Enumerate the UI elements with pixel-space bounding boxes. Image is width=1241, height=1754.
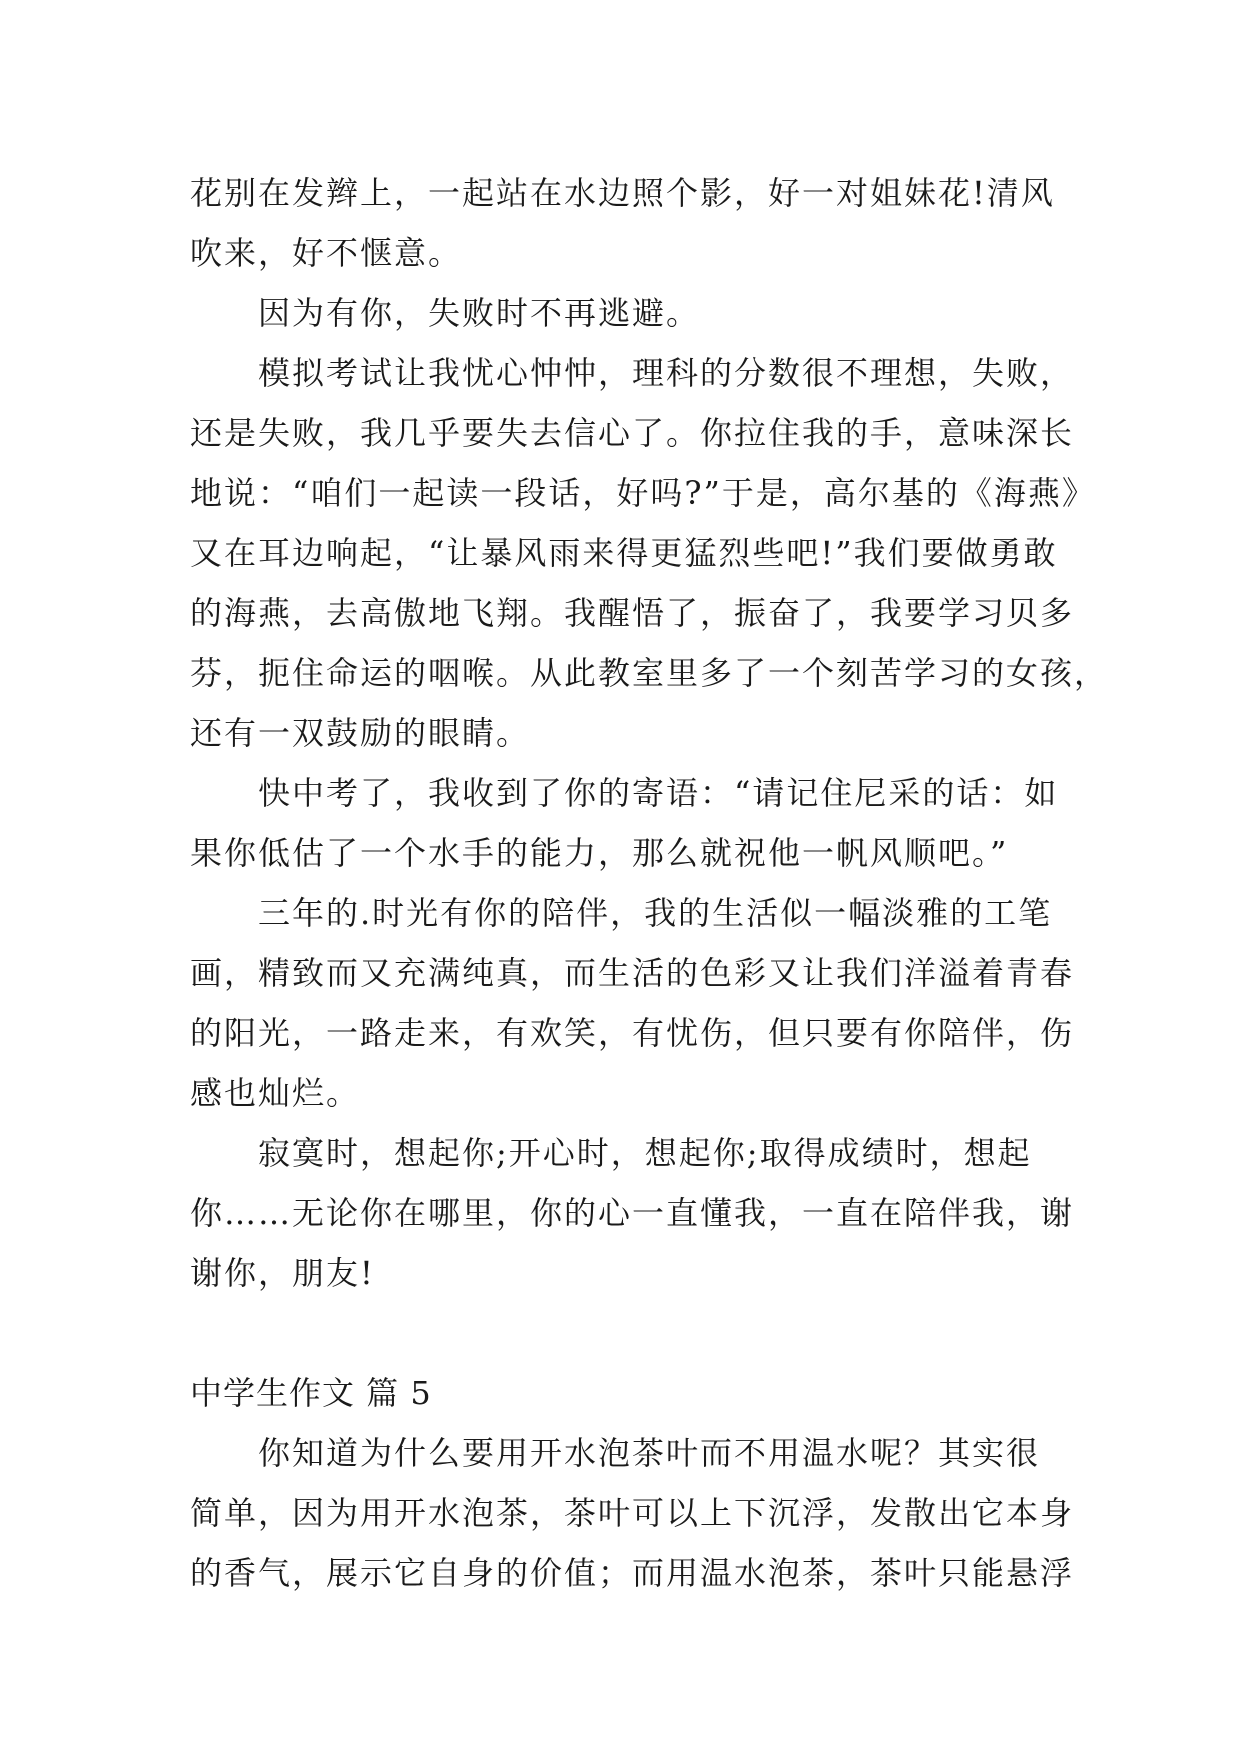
text-line: 还有一双鼓励的眼睛。 [190,714,531,752]
paragraph [190,163,1060,283]
text-line: 的海燕，去高傲地飞翔。我醒悟了，振奋了，我要学习贝多 [190,594,1075,632]
paragraph [190,343,1109,763]
text-line: 花别在发辫上，一起站在水边照个影，好一对姐妹花!清风 [190,174,1055,212]
text-line: 画，精致而又充满纯真，而生活的色彩又让我们洋溢着青春 [190,954,1075,992]
text-line: 快中考了，我收到了你的寄语：“请记住尼采的话：如 [258,774,1059,812]
paragraph [190,883,1075,1123]
paragraph [190,763,1060,883]
text-line: 吹来，好不惬意。 [190,234,463,272]
paragraph [190,1123,1075,1303]
text-line: 芬，扼住命运的咽喉。从此教室里多了一个刻苦学习的女孩， [190,654,1109,692]
text-line: 的阳光，一路走来，有欢笑，有忧伤，但只要有你陪伴，伤 [190,1014,1075,1052]
text-line: 因为有你，失败时不再逃避。 [258,294,701,332]
text-line: 果你低估了一个水手的能力，那么就祝他一帆风顺吧。” [190,834,1009,872]
text-line: 模拟考试让我忧心忡忡，理科的分数很不理想，失败， [258,354,1075,392]
text-line: 简单，因为用开水泡茶，茶叶可以上下沉浮，发散出它本身 [190,1494,1075,1532]
text-line: 地说：“咱们一起读一段话，好吗?”于是，高尔基的《海燕》 [190,474,1096,512]
text-line: 三年的.时光有你的陪伴，我的生活似一幅淡雅的工笔 [258,894,1053,932]
text-line: 谢你，朋友! [190,1254,375,1292]
section-heading: 中学生作文 篇 5 [190,1374,432,1412]
text-line: 寂寞时，想起你;开心时，想起你;取得成绩时，想起 [258,1134,1032,1172]
text-line: 你……无论你在哪里，你的心一直懂我，一直在陪伴我，谢 [190,1194,1075,1232]
paragraph [190,1423,1075,1603]
text-line: 你知道为什么要用开水泡茶叶而不用温水呢？其实很 [258,1434,1041,1472]
text-line: 感也灿烂。 [190,1074,361,1112]
paragraph [190,283,1060,343]
section-spacer [190,1303,1060,1363]
document-body [190,163,1109,1603]
text-line: 的香气，展示它自身的价值；而用温水泡茶，茶叶只能悬浮 [190,1554,1075,1592]
text-line: 又在耳边响起，“让暴风雨来得更猛烈些吧!”我们要做勇敢 [190,534,1058,572]
text-line: 还是失败，我几乎要失去信心了。你拉住我的手，意味深长 [190,414,1075,452]
